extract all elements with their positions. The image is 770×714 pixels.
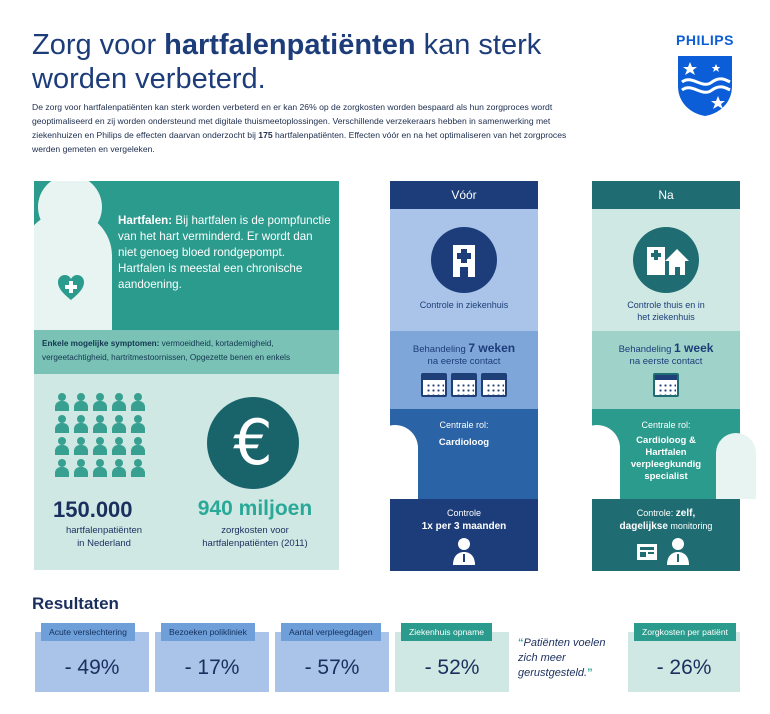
- calendar-icon: [481, 373, 507, 397]
- logo-wordmark: PHILIPS: [676, 32, 734, 48]
- patients-icon-grid: [55, 393, 151, 483]
- person-icon: [112, 459, 126, 477]
- result-outpatient-visits: [155, 627, 269, 692]
- calendar-icon: [451, 373, 477, 397]
- intro-text: De zorg voor hartfalenpatiënten kan sterk worden verbeterd en er kan 26% op de zorgkosten worden bespaard als hun zorgproces wordt geoptimaliseerd en zij worden ondersteund met digitale thuismeetoplossingen. Verschillende verzekeraars hebben in samenwerking met ziekenhuizen en Philips de effecten daarvan onderzocht bij 175 hartfalenpatiënten. Effecten vóór en na het optimaliseren van het zorgproces werden gemeten en vergeleken.: [32, 102, 567, 154]
- heart-failure-description: Hartfalen: Bij hartfalen is de pompfunctie van het hart verminderd. Er wordt dan niet genoeg bloed rondgepompt. Hartfalen is meestal een chronische aandoening.: [118, 214, 331, 291]
- person-icon: [131, 459, 145, 477]
- result-care-costs: [628, 627, 740, 692]
- voor-control-value: 1x per 3 maanden: [421, 521, 507, 532]
- doctor-icon: [452, 537, 476, 565]
- result-label: Acute verslechtering: [41, 623, 135, 641]
- na-control-place: Controle thuis en in het ziekenhuis: [627, 300, 705, 322]
- patients-count-label: hartfalenpatiënten in Nederland: [65, 525, 143, 549]
- result-label: Bezoeken polikliniek: [161, 623, 255, 641]
- result-value: - 52%: [424, 656, 480, 679]
- na-column: [592, 181, 740, 571]
- person-icon: [131, 415, 145, 433]
- costs-value: 940 miljoen: [197, 497, 313, 520]
- calendar-icon: [421, 373, 447, 397]
- voor-role-value: Cardioloog: [438, 437, 490, 448]
- person-icon: [112, 393, 126, 411]
- doctor-icon: [666, 537, 690, 565]
- voor-role-label: Centrale rol:: [439, 420, 489, 430]
- hospital-icon: [431, 227, 497, 293]
- patients-count: 150.000: [53, 497, 133, 522]
- na-role-value: Cardioloog & Hartfalen verpleegkundig specialist: [630, 435, 702, 482]
- person-icon: [74, 415, 88, 433]
- person-icon: [112, 437, 126, 455]
- result-value: - 17%: [184, 656, 240, 679]
- voor-control-label: Controle: [446, 508, 482, 518]
- person-icon: [93, 459, 107, 477]
- person-icon: [112, 415, 126, 433]
- person-icon: [74, 459, 88, 477]
- na-treatment: Behandeling 1 week na eerste contact: [618, 341, 714, 367]
- person-icon: [55, 393, 69, 411]
- person-icon: [93, 415, 107, 433]
- philips-logo: [668, 28, 742, 120]
- person-icon: [131, 437, 145, 455]
- calendar-icon: [653, 373, 679, 397]
- symptoms-text: Enkele mogelijke symptomen: vermoeidheid, kortademigheid, vergeetachtigheid, hartritmestoornissen, Opgezette benen en enkels: [34, 330, 339, 374]
- result-value: - 57%: [304, 656, 360, 679]
- na-control-text: Controle: zelf, dagelijkse monitoring: [619, 508, 713, 532]
- result-label: Zorgkosten per patiënt: [634, 623, 736, 641]
- person-icon: [74, 437, 88, 455]
- person-icon: [74, 393, 88, 411]
- person-icon: [93, 393, 107, 411]
- page-title: Zorg voor hartfalenpatiënten kan sterk worden verbeterd.: [32, 29, 542, 95]
- voor-control-place: Controle in ziekenhuis: [419, 300, 509, 310]
- result-value: - 49%: [64, 656, 120, 679]
- person-icon: [93, 437, 107, 455]
- result-acute-deterioration: [35, 627, 149, 692]
- person-icon: [131, 393, 145, 411]
- person-icon: [55, 415, 69, 433]
- na-header: Na: [592, 181, 740, 209]
- person-icon: [55, 459, 69, 477]
- voor-treatment: Behandeling 7 weken na eerste contact: [412, 341, 516, 367]
- philips-shield-icon: [672, 52, 738, 118]
- result-label: Ziekenhuis opname: [401, 623, 492, 641]
- euro-icon: €: [207, 397, 299, 489]
- result-nursing-days: [275, 627, 389, 692]
- person-silhouette: [34, 211, 112, 330]
- result-value: - 26%: [656, 656, 712, 679]
- voor-header: Vóór: [390, 181, 538, 209]
- result-hospital-admission: [395, 627, 509, 692]
- voor-column: [390, 181, 538, 571]
- results-title: Resultaten: [32, 594, 119, 613]
- result-label: Aantal verpleegdagen: [281, 623, 381, 641]
- hospital-home-icon: [633, 227, 699, 293]
- heart-plus-icon: [57, 274, 85, 302]
- costs-label: zorgkosten voor hartfalenpatiënten (2011): [202, 525, 308, 549]
- person-icon: [55, 437, 69, 455]
- monitor-device-icon: [636, 543, 658, 561]
- na-role-label: Centrale rol:: [641, 420, 691, 430]
- patient-quote: “Patiënten voelen zich meer gerustgesteld.”: [518, 637, 606, 679]
